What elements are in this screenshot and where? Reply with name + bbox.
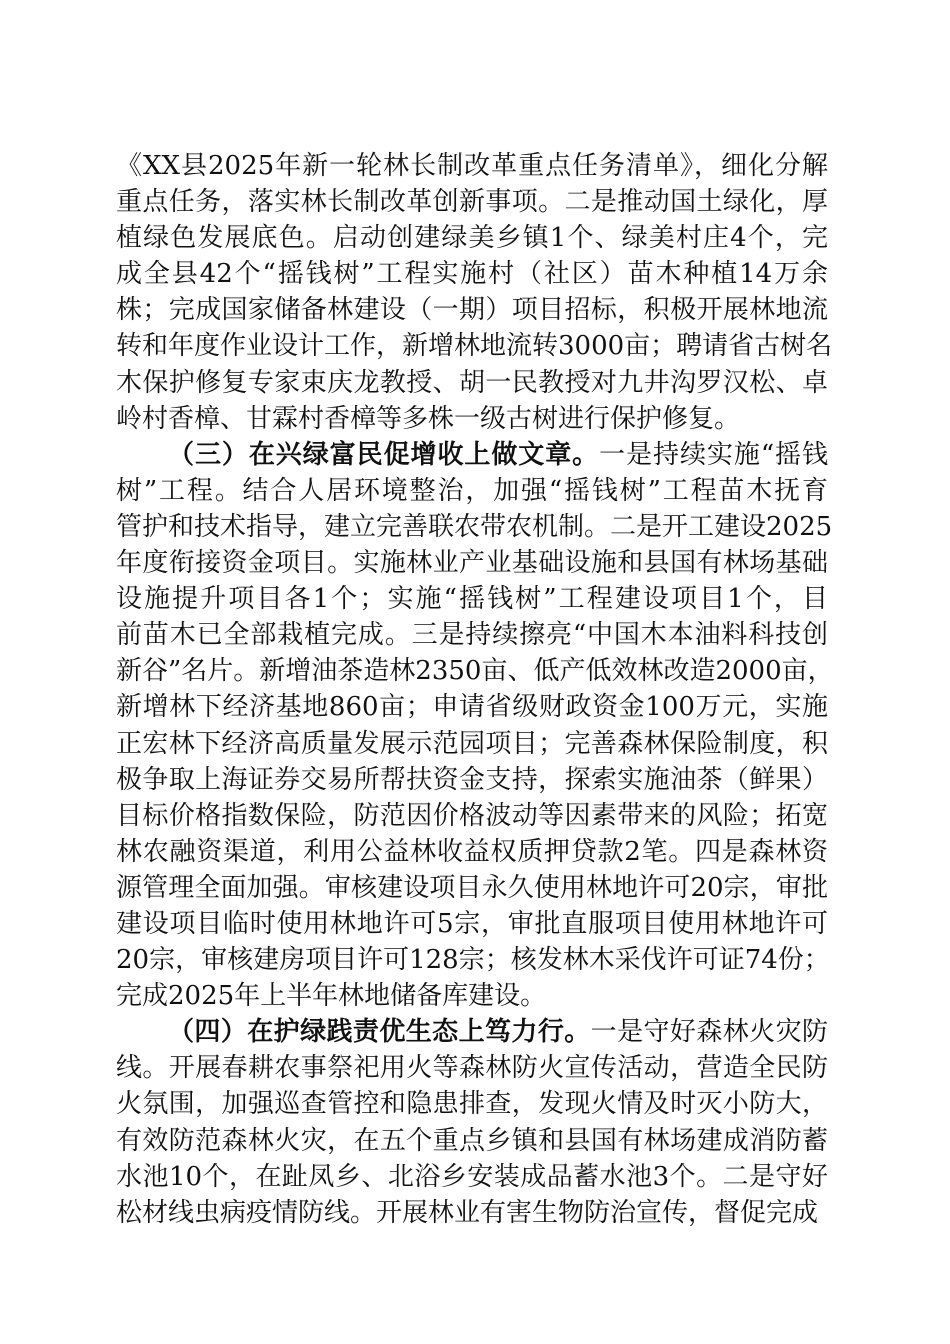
text-run: 线。开展春耕农事祭祀用火等森林防火宣传活动，营造全民防 <box>116 1053 828 1084</box>
text-run: 前苗木已全部栽植完成。三是持续擦亮“中国木本油料科技创 <box>116 620 828 651</box>
text-line <box>116 834 828 870</box>
text-run: 火氛围，加强巡查管控和隐患排查，发现火情及时灭小防大， <box>116 1089 828 1120</box>
text-line <box>116 1123 828 1159</box>
text-line <box>116 942 828 978</box>
text-run: 建设项目临时使用林地许可5宗，审批直服项目使用林地许可 <box>116 908 828 939</box>
paragraph <box>116 148 833 437</box>
text-line <box>116 581 828 617</box>
text-line <box>116 365 828 401</box>
text-line <box>116 978 828 1014</box>
text-line <box>116 220 828 256</box>
text-run: 木保护修复专家束庆龙教授、胡一民教授对九井沟罗汉松、卓 <box>116 367 828 398</box>
text-line <box>116 762 828 798</box>
text-line <box>116 509 833 545</box>
section-heading: （三）在兴绿富民促增收上做文章。 <box>168 439 600 470</box>
text-run: 树”工程。结合人居环境整治，加强“摇钱树”工程苗木抚育 <box>116 475 828 506</box>
text-line <box>116 726 828 762</box>
text-run: 一是守好森林火灾防 <box>590 1017 828 1048</box>
text-line <box>116 1159 828 1195</box>
text-line <box>116 689 828 725</box>
text-line <box>116 545 828 581</box>
text-run: 20宗，审核建房项目许可128宗；核发林木采伐许可证74份； <box>116 945 830 976</box>
text-line <box>116 1086 828 1122</box>
text-line <box>116 870 828 906</box>
text-run: 管护和技术指导，建立完善联农带农机制。二是开工建设2025 <box>116 511 833 542</box>
text-run: 年度衔接资金项目。实施林业产业基础设施和县国有林场基础 <box>116 548 828 579</box>
text-run: 新增林下经济基地860亩；申请省级财政资金100万元，实施 <box>116 692 828 723</box>
text-run: 有效防范森林火灾，在五个重点乡镇和县国有林场建成消防蓄 <box>116 1125 828 1156</box>
text-run: 正宏林下经济高质量发展示范园项目；完善森林保险制度，积 <box>116 728 828 759</box>
text-line <box>116 256 828 292</box>
text-run: 极争取上海证券交易所帮扶资金支持，探索实施油茶（鲜果） <box>116 764 828 795</box>
text-run: 新谷”名片。新增油茶造林2350亩、低产低效林改造2000亩， <box>116 656 834 687</box>
paragraph <box>116 437 834 1015</box>
text-line <box>116 1195 828 1231</box>
section-heading: （四）在护绿践责优生态上笃力行。 <box>168 1017 591 1048</box>
text-run: 设施提升项目各1个；实施“摇钱树”工程建设项目1个，目 <box>116 584 828 615</box>
document-page <box>116 148 834 1231</box>
text-run: 重点任务，落实林长制改革创新事项。二是推动国土绿化，厚 <box>116 187 828 218</box>
text-line <box>116 328 833 364</box>
text-run: 岭村香樟、甘霖村香樟等多株一级古树进行保护修复。 <box>116 403 741 434</box>
text-line <box>116 437 828 473</box>
text-line <box>116 473 828 509</box>
text-run: 林农融资渠道，利用公益林收益权质押贷款2笔。四是森林资 <box>116 836 828 867</box>
text-run: 水池10个，在趾凤乡、北浴乡安装成品蓄水池3个。二是守好 <box>116 1161 828 1192</box>
text-line <box>116 292 828 328</box>
text-run: 完成2025年上半年林地储备库建设。 <box>116 981 547 1012</box>
text-run: 目标价格指数保险，防范因价格波动等因素带来的风险；拓宽 <box>116 800 828 831</box>
text-run: 成全县42个“摇钱树”工程实施村（社区）苗木种植14万余 <box>116 259 828 290</box>
text-run: 《XX县2025年新一轮林长制改革重点任务清单》，细化分解 <box>116 151 828 181</box>
text-run: 松材线虫病疫情防线。开展林业有害生物防治宣传，督促完成 <box>116 1197 819 1228</box>
paragraph <box>116 1014 828 1231</box>
text-run: 植绿色发展底色。启动创建绿美乡镇1个、绿美村庄4个，完 <box>116 223 828 254</box>
text-line <box>116 798 828 834</box>
text-line <box>116 184 828 220</box>
text-line <box>116 617 828 653</box>
text-run: 转和年度作业设计工作，新增林地流转3000亩；聘请省古树名 <box>116 331 833 362</box>
text-line <box>116 1050 828 1086</box>
text-run: 一是持续实施“摇钱 <box>599 439 828 470</box>
text-line <box>116 148 828 184</box>
text-line <box>116 401 828 437</box>
text-line <box>116 1014 828 1050</box>
text-run: 株；完成国家储备林建设（一期）项目招标，积极开展林地流 <box>116 295 828 326</box>
text-line <box>116 906 828 942</box>
text-line <box>116 653 834 689</box>
text-run: 源管理全面加强。审核建设项目永久使用林地许可20宗，审批 <box>116 872 828 903</box>
